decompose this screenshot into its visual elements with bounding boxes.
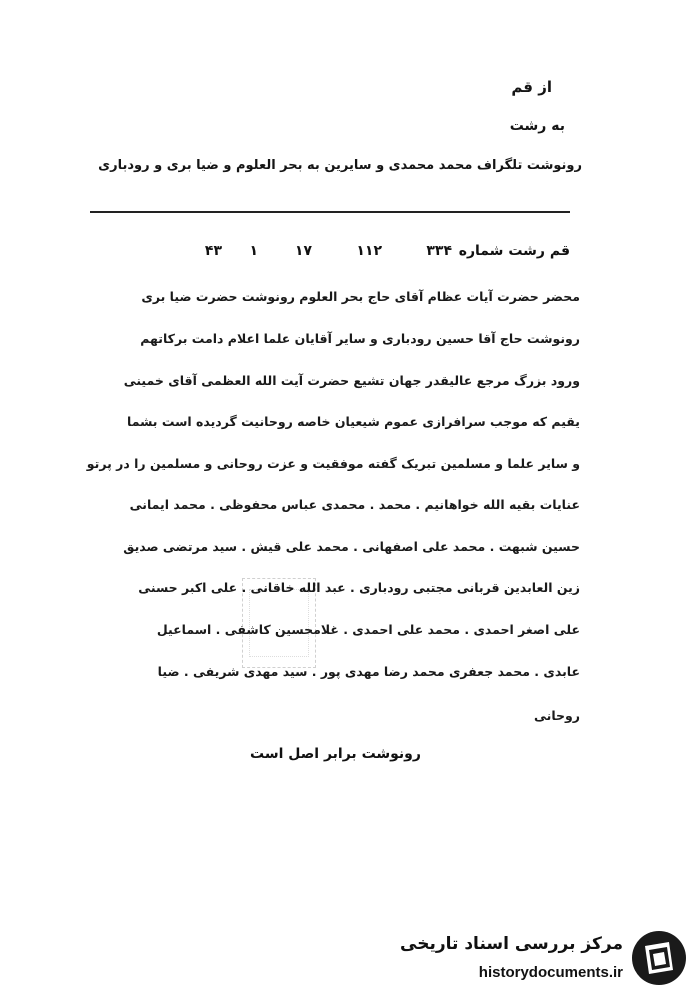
telegram-copy-line: رونوشت تلگراف محمد محمدی و سایرین به بحر العلوم و ضیا بری و رودباری	[98, 158, 582, 173]
telegram-meta-row	[195, 243, 570, 265]
meta-code-1: ۱۱۲	[356, 243, 382, 259]
watermark-org-name: مرکز بررسی اسناد تاریخی	[400, 934, 623, 954]
body-line: حسین شبهت . محمد علی اصفهانی . محمد علی قیش . سید مرتضی صدیق	[123, 539, 580, 554]
watermark	[400, 926, 693, 990]
watermark-url: historydocuments.ir	[478, 964, 623, 981]
body-line: روحانی	[533, 708, 580, 723]
body-line: رونوشت حاج آقا حسین رودباری و سایر آقایان علما اعلام دامت برکاتهم	[140, 331, 580, 346]
body-line: زین العابدین قربانی مجتبی رودباری . عبد الله خاقانی . علی اکبر حسنی	[138, 580, 580, 595]
certified-copy-note: رونوشت برابر اصل است	[250, 746, 421, 762]
meta-label: قم رشت شماره	[458, 243, 570, 259]
archive-logo-icon	[629, 928, 689, 988]
body-line: محضر حضرت آیات عظام آقای حاج بحر العلوم رونوشت حضرت ضیا بری	[141, 289, 580, 304]
body-line: و سایر علما و مسلمین تبریک گفته موفقیت و عزت روحانی و مسلمین را در پرتو	[86, 456, 580, 471]
body-line: یقیم که موجب سرافرازی عموم شیعیان خاصه روحانیت گردیده است بشما	[127, 414, 580, 429]
horizontal-rule	[90, 211, 570, 213]
body-line: عابدی . محمد جعفری محمد رضا مهدی پور . سید مهدی شریفی . ضیا	[157, 664, 580, 679]
body-line: عنایات بقیه الله خواهانیم . محمد . محمدی عباس محفوظی . محمد ایمانی	[129, 497, 580, 512]
recipient-destination: به رشت	[509, 118, 565, 134]
meta-number: ۳۳۴	[426, 243, 452, 259]
body-line: ورود بزرگ مرجع عالیقدر جهان تشیع حضرت آیت الله العظمی آقای خمینی	[123, 373, 580, 388]
meta-code-4: ۴۳	[204, 243, 222, 259]
sender-origin: از قم	[511, 78, 552, 96]
meta-code-2: ۱۷	[294, 243, 312, 259]
body-line: علی اصغر احمدی . محمد علی احمدی . غلامحسین کاشفی . اسماعیل	[156, 622, 580, 637]
meta-code-3: ۱	[249, 243, 258, 259]
